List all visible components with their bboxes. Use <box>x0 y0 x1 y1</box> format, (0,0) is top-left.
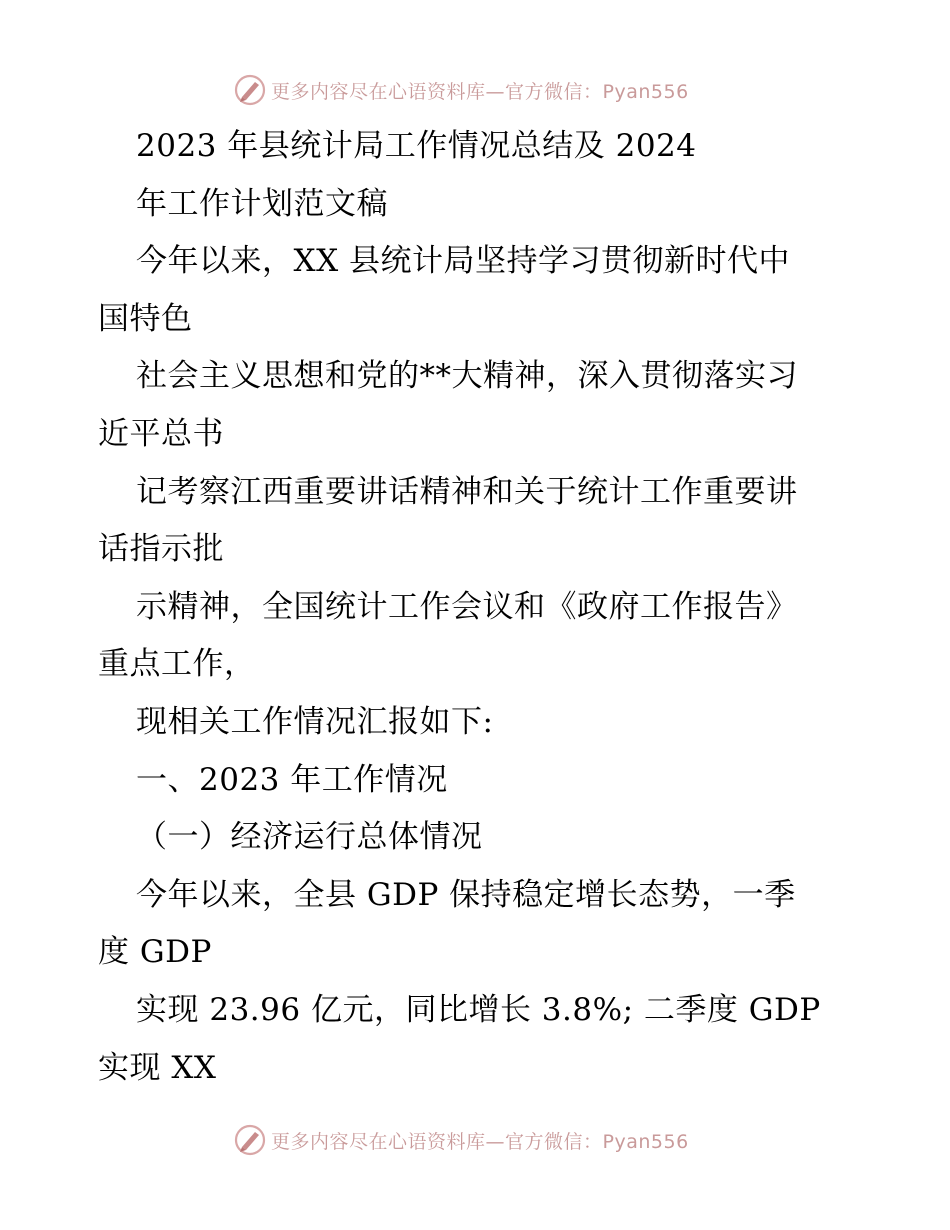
text-line: 今年以来，全县 GDP 保持稳定增长态势，一季 <box>136 876 796 913</box>
text-line: 实现 23.96 亿元，同比增长 3.8%; 二季度 GDP <box>136 991 821 1028</box>
watermark-text: 更多内容尽在心语资料库—官方微信：Pyan556 <box>271 80 689 103</box>
text-line: 重点工作， <box>98 646 256 683</box>
text-line: 国特色 <box>98 300 193 337</box>
text-line: 今年以来，XX 县统计局坚持学习贯彻新时代中 <box>136 243 790 280</box>
text-line: 度 GDP <box>98 934 212 971</box>
document-body <box>98 118 858 1097</box>
pen-logo-icon <box>233 73 267 107</box>
text-line: 记考察江西重要讲话精神和关于统计工作重要讲 <box>136 473 798 510</box>
text-line: （一）经济运行总体情况 <box>136 819 483 856</box>
pen-logo-icon <box>233 1123 267 1157</box>
watermark-footer <box>233 1120 689 1160</box>
text-line: 话指示批 <box>98 531 224 568</box>
text-line: 近平总书 <box>98 415 224 452</box>
text-line: 年工作计划范文稿 <box>136 185 388 222</box>
text-line: 2023 年县统计局工作情况总结及 2024 <box>136 128 697 164</box>
watermark-header <box>233 70 689 110</box>
text-line: 社会主义思想和党的**大精神，深入贯彻落实习 <box>136 358 798 395</box>
watermark-text: 更多内容尽在心语资料库—官方微信：Pyan556 <box>271 1130 689 1153</box>
text-line: 实现 XX <box>98 1049 217 1086</box>
text-line: 一、2023 年工作情况 <box>136 761 448 798</box>
text-line: 现相关工作情况汇报如下: <box>136 703 494 740</box>
text-line: 示精神，全国统计工作会议和《政府工作报告》 <box>136 588 798 625</box>
